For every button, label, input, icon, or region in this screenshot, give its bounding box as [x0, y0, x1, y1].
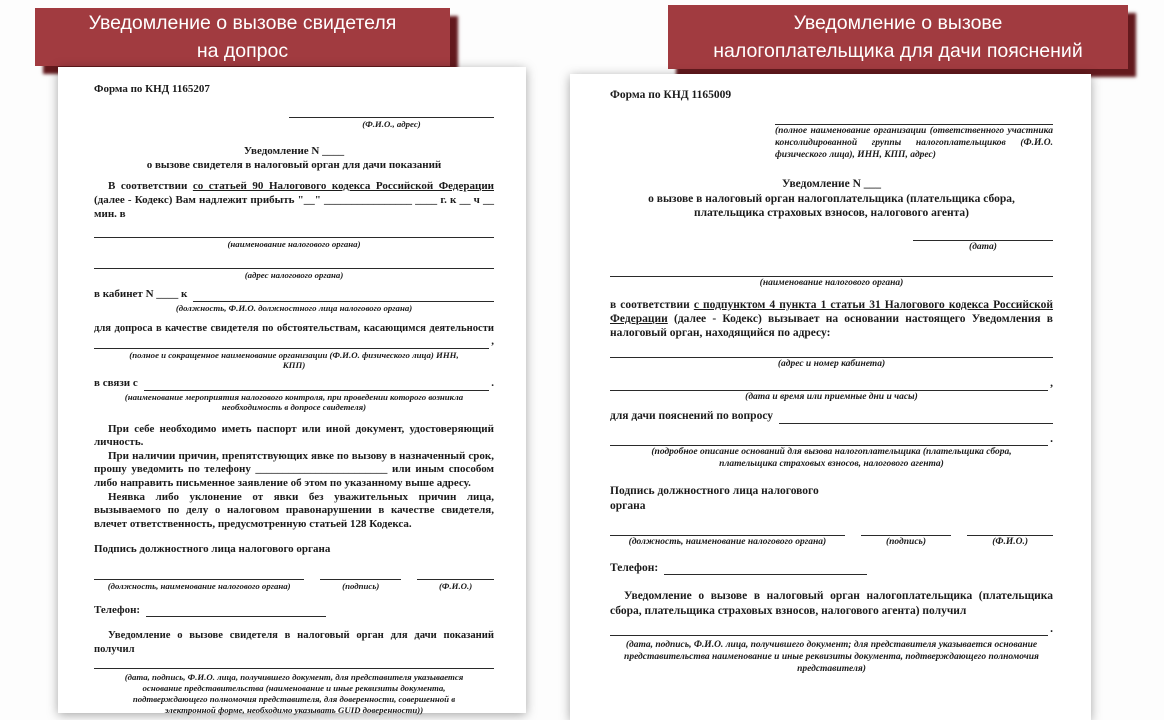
banner-taxpayer-summons: [668, 5, 1128, 69]
banner-line: Уведомление о вызове свидетеля: [88, 12, 397, 34]
blank-line: [610, 345, 1053, 358]
signature-label: Подпись должностного лица налогового органа: [94, 543, 331, 556]
official-caption: (должность, Ф.И.О. должностного лица налогового органа): [175, 302, 413, 313]
form-code: Форма по КНД 1165207: [94, 83, 210, 95]
form-code: Форма по КНД 1165009: [610, 89, 732, 101]
banner-line: Уведомление о вызове: [793, 12, 1003, 34]
addressee-caption: (полное наименование организации (ответственного участника консолидированной группы налогоплательщиков (Ф.И.О. физического лица), ИНН, КПП, адрес): [775, 126, 1053, 160]
signature-row: [94, 569, 494, 592]
paragraph-identity-document: При себе необходимо иметь паспорт или иной документ, удостоверяющий личность.: [94, 422, 494, 449]
trailing-period: .: [1050, 623, 1053, 636]
blank-line: [94, 569, 304, 580]
blank-line: [610, 525, 845, 536]
control-event-caption: (наименование мероприятия налогового контроля, при проведении которого возникла необходимость в допросе свидетеля): [124, 391, 464, 413]
title-line: Уведомление N ____: [243, 145, 345, 158]
blank-line: [610, 623, 1048, 636]
signature-column-position: [610, 525, 845, 549]
addressee-block: [775, 112, 1053, 161]
trailing-period: .: [491, 376, 494, 389]
phone-label: Телефон:: [94, 603, 141, 616]
phone-row: [94, 604, 326, 618]
cabinet-row: [94, 288, 494, 302]
blank-line-row: [610, 622, 1053, 636]
blank-line: [193, 289, 494, 302]
blank-line-row: [610, 432, 1053, 446]
signature-caption: (подпись): [885, 537, 927, 548]
addressee-block: [289, 105, 494, 130]
signature-row: [610, 525, 1053, 549]
document-taxpayer-summons: [570, 74, 1091, 720]
trailing-comma: ,: [491, 335, 494, 348]
blank-line: [94, 256, 494, 269]
signature-column-signature: [861, 525, 951, 549]
position-caption: (должность, наименование налогового органа): [628, 537, 827, 548]
blank-line: [967, 525, 1053, 536]
connection-label: в связи с: [94, 376, 138, 389]
trailing-period: .: [1050, 432, 1053, 445]
document-title: [610, 177, 1053, 220]
tax-authority-address-caption: (адрес налогового органа): [244, 269, 344, 280]
cabinet-label: в кабинет N ____ к: [94, 288, 188, 301]
paragraph-legal-basis: [94, 180, 494, 221]
phone-label: Телефон:: [610, 561, 659, 574]
blank-line: [861, 525, 951, 536]
blank-line: [913, 228, 1053, 241]
purpose-label: для дачи пояснений по вопросу: [610, 410, 774, 423]
blank-line: [144, 378, 490, 391]
text-run: в соответствии: [610, 298, 694, 311]
phone-blank-line: [146, 604, 326, 617]
paragraph-legal-basis: [610, 298, 1053, 341]
position-caption: (должность, наименование налогового органа): [107, 581, 291, 592]
blank-line: [417, 569, 494, 580]
tax-authority-caption: (наименование налогового органа): [227, 239, 361, 250]
banner-witness-summons: [35, 8, 450, 66]
phone-row: [610, 561, 867, 575]
document-witness-summons: [58, 67, 526, 716]
title-line: о вызове свидетеля в налоговый орган для дачи показаний: [146, 158, 442, 171]
underlined-statute-reference: со статьей 90 Налогового кодекса Российской Федерации: [192, 180, 494, 193]
title-line: Уведомление N ___: [781, 178, 882, 191]
title-line: плательщика страховых взносов, налогового агента): [693, 207, 970, 219]
tax-authority-caption: (наименование налогового органа): [759, 278, 904, 288]
signature-caption: (подпись): [342, 581, 380, 592]
blank-line: [320, 569, 401, 580]
signature-column-fio: [967, 525, 1053, 549]
footer-caption: (дата, подпись, Ф.И.О. лица, получившего документ, для представителя указывается основание представительства (наименование и иные реквизиты документа, подтверждающего полномочия представителя, для доверенности, совершенной в электронной форме, необходимо указывать GUID доверенности)): [124, 672, 464, 716]
date-block: [913, 228, 1053, 254]
interrogation-purpose-line: для допроса в качестве свидетеля по обстоятельствам, касающимся деятельности: [94, 322, 494, 334]
blank-line: [610, 264, 1053, 277]
signature-column-fio: [417, 569, 494, 592]
reason-caption: (подробное описание оснований для вызова налогоплательщика (плательщика сбора, плательщика страховых взносов, налогового агента): [651, 447, 1012, 469]
blank-line: [779, 411, 1053, 424]
purpose-row: [610, 409, 1053, 423]
fio-caption: (Ф.И.О.): [992, 537, 1028, 548]
text-run: В соответствии: [108, 180, 193, 193]
paragraph-liability-warning: Неявка либо уклонение от явки без уважительных причин лица, вызываемого по делу о налоговом правонарушении в качестве свидетеля, влечет ответственность, предусмотренную статьей 128 Кодекса.: [94, 490, 494, 530]
addressee-caption: (Ф.И.О., адрес): [362, 118, 421, 129]
blank-line: [94, 656, 494, 669]
title-line: о вызове в налоговый орган налогоплательщика (плательщика сбора,: [648, 192, 1015, 205]
underlined-statute-reference: с подпунктом 4 пункта 1 статьи 31 Налогового кодекса Российской Федерации: [610, 298, 1054, 325]
blank-line: [94, 225, 494, 238]
connection-row: [94, 377, 494, 391]
received-acknowledgement-line: Уведомление о вызове свидетеля в налоговый орган для дачи показаний получил: [94, 630, 494, 655]
document-title: [94, 145, 494, 172]
document-body: [570, 74, 1091, 675]
blank-line: [610, 433, 1048, 446]
signature-column-signature: [320, 569, 401, 592]
footer-caption: (дата, подпись, Ф.И.О. лица, получившего документ; для представителя указывается основание представительства наименование и иные реквизиты документа, подтверждающего полномочия представителя): [624, 640, 1039, 675]
text-run: (далее - Кодекс) Вам надлежит прибыть "__" ________________ ____ г. к __ ч __ мин. в: [94, 193, 494, 220]
trailing-comma: ,: [1050, 377, 1053, 390]
blank-line: [775, 112, 1053, 125]
fio-caption: (Ф.И.О.): [439, 581, 473, 592]
signature-label: Подпись должностного лица налогового органа: [610, 485, 819, 512]
blank-line-row: [94, 335, 494, 349]
date-caption: (дата): [969, 242, 997, 253]
banner-line: на допрос: [196, 40, 289, 62]
blank-line: [610, 378, 1048, 391]
paragraph-notification-methods: При наличии причин, препятствующих явке по вызову в назначенный срок, прошу уведомить по телефону ________________________ или иным способом либо направить письменное заявление об этом по указанному выше адресу.: [94, 449, 494, 490]
blank-line-row: [610, 376, 1053, 390]
phone-blank-line: [664, 562, 867, 575]
text-run: (далее - Кодекс) вызывает на основании настоящего Уведомления в налоговый орган, находящийся по адресу:: [610, 313, 1053, 340]
signature-column-position: [94, 569, 304, 592]
blank-line: [289, 105, 494, 118]
datetime-caption: (дата и время или приемные дни и часы): [745, 391, 918, 402]
banner-line: налогоплательщика для дачи пояснений: [713, 40, 1083, 62]
document-body: [58, 67, 526, 716]
organization-caption: (полное и сокращенное наименование организации (Ф.И.О. физического лица) ИНН, КПП): [129, 349, 459, 371]
cabinet-caption: (адрес и номер кабинета): [777, 358, 886, 369]
received-acknowledgement-line: Уведомление о вызове в налоговый орган налогоплательщика (плательщика сбора, плательщика страховых взносов, налогового агента) получил: [610, 590, 1053, 617]
blank-line: [94, 336, 489, 349]
